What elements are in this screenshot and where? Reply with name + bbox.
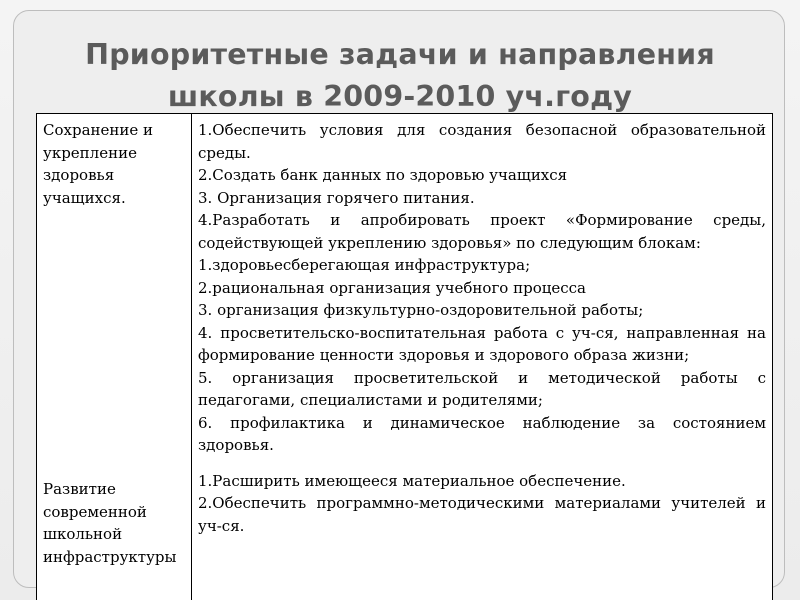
task-item: 6. профилактика и динамическое наблюдение за состоянием здоровья. [198, 413, 766, 454]
tasks-column [192, 114, 772, 600]
priorities-table [36, 113, 773, 600]
task-item: 1.здоровьесберегающая инфраструктура; [198, 256, 531, 274]
task-item: 5. организация просветительской и методической работы с педагогами, специалистами и родителями; [198, 368, 766, 409]
task-item: 3. Организация горячего питания. [198, 188, 475, 207]
direction-infrastructure-line: инфраструктуры [43, 547, 177, 566]
direction-infrastructure-line: современной [43, 502, 147, 521]
task-item: 1.Расширить имеющееся материальное обеспечение. [198, 471, 626, 490]
direction-health [43, 119, 187, 209]
task-item: 2.рациональная организация учебного процесса [198, 278, 587, 297]
direction-health-line: укрепление [43, 143, 137, 162]
task-item: 3. организация физкультурно-оздоровительной работы; [198, 301, 644, 319]
task-item: 2.Создать банк данных по здоровью учащихся [198, 166, 568, 184]
task-item: 2.Обеспечить программно-методическими материалами учителей и уч-ся. [198, 494, 766, 535]
direction-health-line: здоровья [43, 166, 115, 184]
direction-health-line: Сохранение и [43, 121, 154, 139]
task-item: 1.Обеспечить условия для создания безопасной образовательной среды. [198, 121, 766, 162]
task-item: 4.Разработать и апробировать проект «Формирование среды, содействующей укреплению здоровья» по следующим блокам: [198, 211, 766, 252]
slide-title [30, 34, 770, 118]
section-gap [198, 457, 766, 470]
task-item: 4. просветительско-воспитательная работа с уч-ся, направленная на формирование ценности здоровья и здорового образа жизни; [198, 323, 766, 364]
title-line-2: школы в 2009-2010 уч.году [167, 80, 633, 113]
direction-health-line: учащихся. [43, 188, 126, 207]
title-line-1: Приоритетные задачи и направления [85, 38, 715, 71]
direction-column [37, 114, 192, 600]
direction-infrastructure-line: Развитие [43, 480, 116, 498]
direction-infrastructure [43, 478, 189, 568]
direction-infrastructure-line: школьной [43, 525, 123, 543]
